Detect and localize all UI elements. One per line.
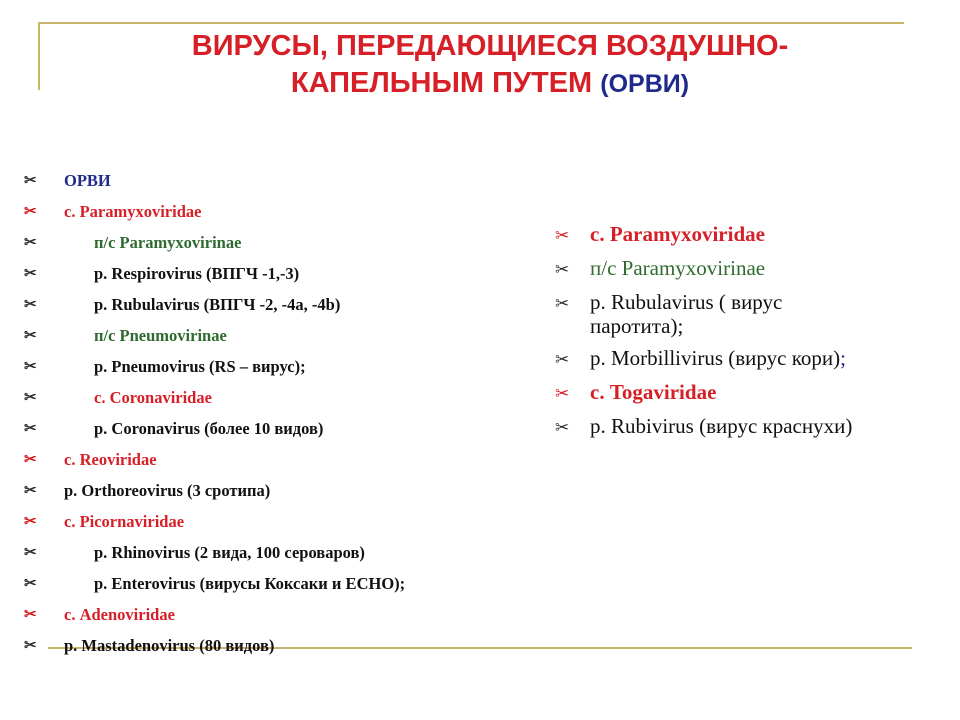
list-item <box>24 413 504 444</box>
list-item <box>555 290 945 338</box>
list-item-text: р. Rubulavirus ( вирус паротита); <box>590 290 783 338</box>
scissors-icon: ✂ <box>555 294 570 313</box>
title-line-1: ВИРУСЫ, ПЕРЕДАЮЩИЕСЯ ВОЗДУШНО- <box>191 30 789 62</box>
scissors-icon: ✂ <box>24 452 37 468</box>
scissors-icon: ✂ <box>24 328 37 344</box>
scissors-icon: ✂ <box>24 483 37 499</box>
list-item-text: с. Adenoviridae <box>64 604 175 624</box>
list-item <box>555 414 945 440</box>
list-item <box>24 568 504 599</box>
list-item-main-text: р. Morbillivirus (вирус кори) <box>590 346 841 370</box>
list-item <box>24 537 504 568</box>
slide-title <box>60 28 920 103</box>
list-item-text: р. Mastadenovirus (80 видов) <box>64 635 275 655</box>
list-item-text: п/с Paramyxovirinae <box>590 256 766 280</box>
list-item <box>24 165 504 196</box>
list-item-text: р. Rubivirus (вирус краснухи) <box>590 414 853 438</box>
list-item-text: ОРВИ <box>64 170 111 190</box>
scissors-icon: ✂ <box>24 173 37 189</box>
title-line-2 <box>60 65 920 103</box>
list-item <box>24 382 504 413</box>
list-item-text: р. Rhinovirus (2 вида, 100 сероваров) <box>94 542 365 562</box>
list-item <box>24 599 504 630</box>
scissors-icon: ✂ <box>555 350 570 369</box>
list-item-tail: ; <box>840 346 846 370</box>
list-item <box>24 444 504 475</box>
scissors-icon: ✂ <box>555 418 570 437</box>
list-item <box>24 289 504 320</box>
list-item <box>24 475 504 506</box>
list-item <box>24 196 504 227</box>
scissors-icon: ✂ <box>24 514 37 530</box>
list-item-text: п/с Paramyxovirinae <box>94 232 242 252</box>
right-virus-list <box>555 222 945 448</box>
scissors-icon: ✂ <box>24 266 37 282</box>
title-line-2-sub: (ОРВИ) <box>600 70 690 98</box>
list-item-text: п/с Pneumovirinae <box>94 325 227 345</box>
list-item-text: с. Togaviridae <box>590 380 717 404</box>
list-item-text: р. Respirovirus (ВПГЧ -1,-3) <box>94 263 300 283</box>
scissors-icon: ✂ <box>24 359 37 375</box>
scissors-icon: ✂ <box>24 576 37 592</box>
scissors-icon: ✂ <box>24 204 37 220</box>
list-item-text: с. Paramyxoviridae <box>64 201 202 221</box>
list-item-text: р. Orthoreovirus (3 сротипа) <box>64 480 271 500</box>
list-item <box>24 258 504 289</box>
list-item-text: р. Enterovirus (вирусы Коксаки и ЕСНО); <box>94 573 406 593</box>
list-item-text: р. Pneumovirus (RS – вирус); <box>94 356 306 376</box>
scissors-icon: ✂ <box>555 384 570 403</box>
list-item-text: р. Coronavirus (более 10 видов) <box>94 418 324 438</box>
frame-left-line <box>38 22 40 90</box>
list-item <box>24 630 504 661</box>
list-item <box>555 346 945 372</box>
scissors-icon: ✂ <box>555 260 570 279</box>
list-item-text: с. Paramyxoviridae <box>590 222 765 246</box>
list-item-text: с. Picornaviridae <box>64 511 185 531</box>
scissors-icon: ✂ <box>24 297 37 313</box>
scissors-icon: ✂ <box>24 421 37 437</box>
scissors-icon: ✂ <box>24 390 37 406</box>
list-item <box>555 380 945 406</box>
scissors-icon: ✂ <box>24 607 37 623</box>
list-item-text: с. Reoviridae <box>64 449 157 469</box>
list-item-text <box>590 346 846 370</box>
list-item <box>555 222 945 248</box>
list-item-text: р. Rubulavirus (ВПГЧ -2, -4а, -4b) <box>94 294 341 314</box>
title-line-2-main: КАПЕЛЬНЫМ ПУТЕМ <box>290 67 593 99</box>
scissors-icon: ✂ <box>24 235 37 251</box>
list-item <box>24 351 504 382</box>
list-item <box>24 227 504 258</box>
left-virus-list <box>24 165 504 661</box>
scissors-icon: ✂ <box>24 545 37 561</box>
scissors-icon: ✂ <box>24 638 37 654</box>
list-item <box>24 506 504 537</box>
scissors-icon: ✂ <box>555 226 570 245</box>
list-item <box>24 320 504 351</box>
list-item-text: с. Coronaviridae <box>94 387 212 407</box>
frame-top-line <box>38 22 904 24</box>
list-item <box>555 256 945 282</box>
